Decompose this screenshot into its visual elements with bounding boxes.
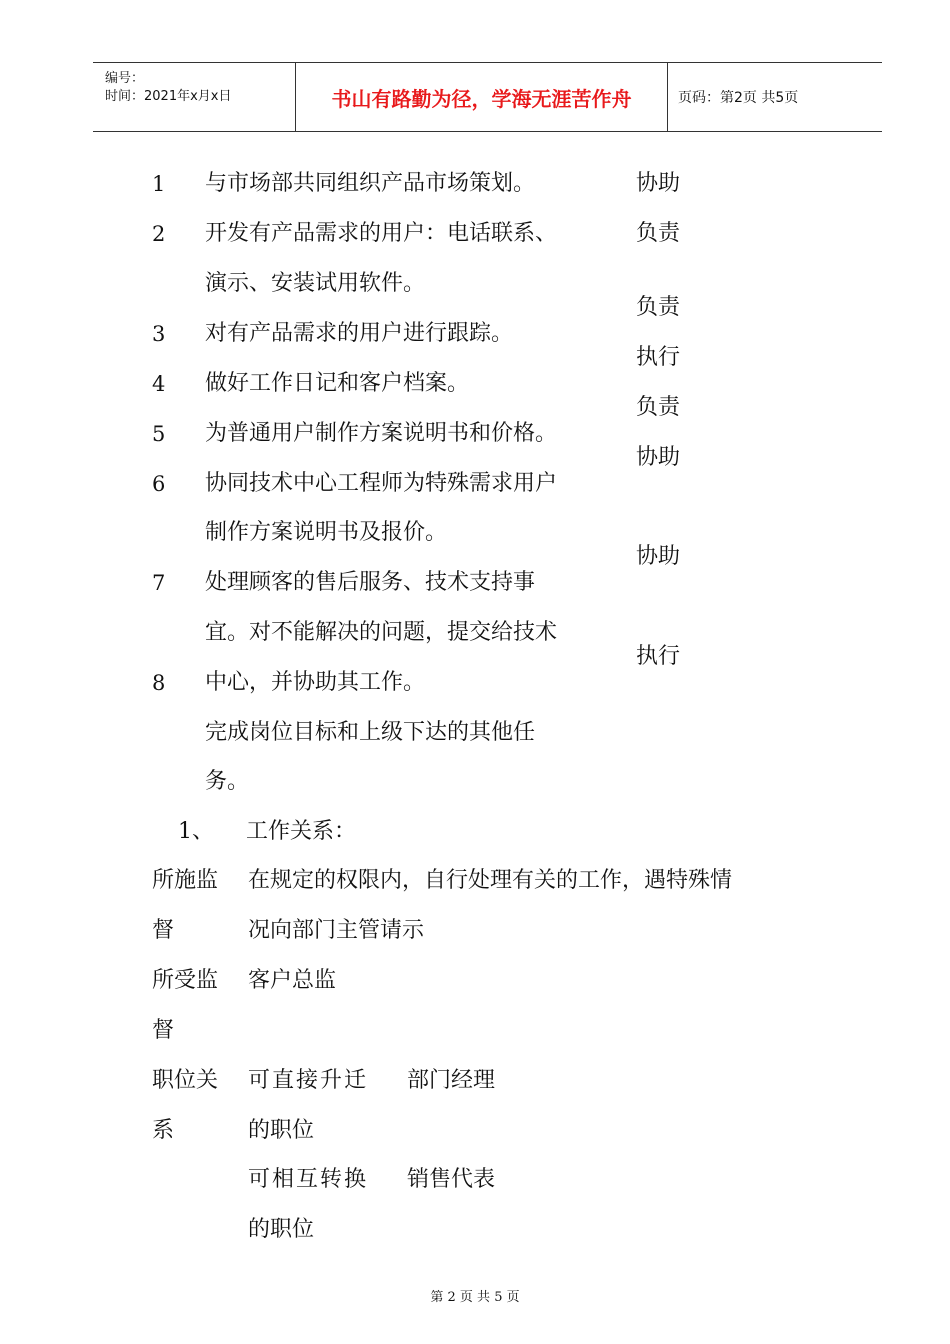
transfer-label: 的职位 [248, 1217, 315, 1242]
duty-line: 中心，并协助其工作。 [205, 670, 426, 695]
duty-role: 执行 [636, 644, 681, 669]
page-header [93, 62, 882, 132]
duty-number: 6 [152, 472, 166, 496]
supervised-label: 督 [152, 1018, 175, 1043]
duty-line: 处理顾客的售后服务、技术支持事 [205, 570, 536, 595]
supervised-text: 客户总监 [248, 968, 337, 993]
duty-number: 4 [152, 372, 166, 396]
duty-number: 2 [152, 222, 166, 246]
code-label: 编号： [105, 71, 145, 86]
duty-line: 务。 [205, 769, 250, 794]
duty-line: 完成岗位目标和上级下达的其他任 [205, 720, 536, 745]
duty-number: 5 [152, 422, 166, 446]
promote-label: 可直接升迁 [248, 1068, 369, 1093]
duty-line: 协同技术中心工程师为特殊需求用户 [205, 471, 558, 496]
duty-line: 与市场部共同组织产品市场策划。 [205, 171, 536, 196]
supervise-text: 在规定的权限内，自行处理有关的工作，遇特殊情 [248, 868, 733, 893]
duty-number: 7 [152, 571, 166, 595]
transfer-target: 销售代表 [407, 1167, 496, 1192]
duty-line: 做好工作日记和客户档案。 [205, 371, 470, 396]
duty-line: 制作方案说明书及报价。 [205, 520, 448, 545]
date-label: 时间：2021年x月x日 [105, 89, 232, 104]
relations-heading-number: 1、 [178, 819, 214, 844]
duty-line: 演示、安装试用软件。 [205, 271, 426, 296]
duty-role: 协助 [636, 445, 681, 470]
duty-role: 协助 [636, 171, 681, 196]
duty-number: 3 [152, 322, 166, 346]
duty-role: 负责 [636, 295, 681, 320]
duty-role: 负责 [636, 395, 681, 420]
duty-role: 协助 [636, 544, 681, 569]
duty-line: 为普通用户制作方案说明书和价格。 [205, 421, 558, 446]
duty-number: 8 [152, 671, 166, 695]
supervise-label: 所施监 [152, 868, 219, 893]
transfer-label: 可相互转换 [248, 1167, 369, 1192]
page-footer: 第 2 页 共 5 页 [430, 1290, 520, 1305]
duty-line: 对有产品需求的用户进行跟踪。 [205, 321, 514, 346]
supervise-text: 况向部门主管请示 [248, 918, 425, 943]
position-label: 系 [152, 1118, 175, 1143]
promote-label: 的职位 [248, 1118, 315, 1143]
duty-role: 执行 [636, 345, 681, 370]
promote-target: 部门经理 [407, 1068, 496, 1093]
header-meta-cell [93, 63, 296, 131]
position-label: 职位关 [152, 1068, 219, 1093]
supervised-label: 所受监 [152, 968, 219, 993]
duty-role: 负责 [636, 221, 681, 246]
supervise-label: 督 [152, 918, 175, 943]
relations-heading: 工作关系： [246, 819, 357, 844]
header-motto: 书山有路勤为径，学海无涯苦作舟 [296, 63, 668, 131]
header-page-label: 页码：第2页 共5页 [678, 90, 799, 106]
duty-line: 开发有产品需求的用户：电话联系、 [205, 221, 558, 246]
duty-number: 1 [152, 172, 166, 196]
duty-line: 宜。对不能解决的问题，提交给技术 [205, 620, 558, 645]
